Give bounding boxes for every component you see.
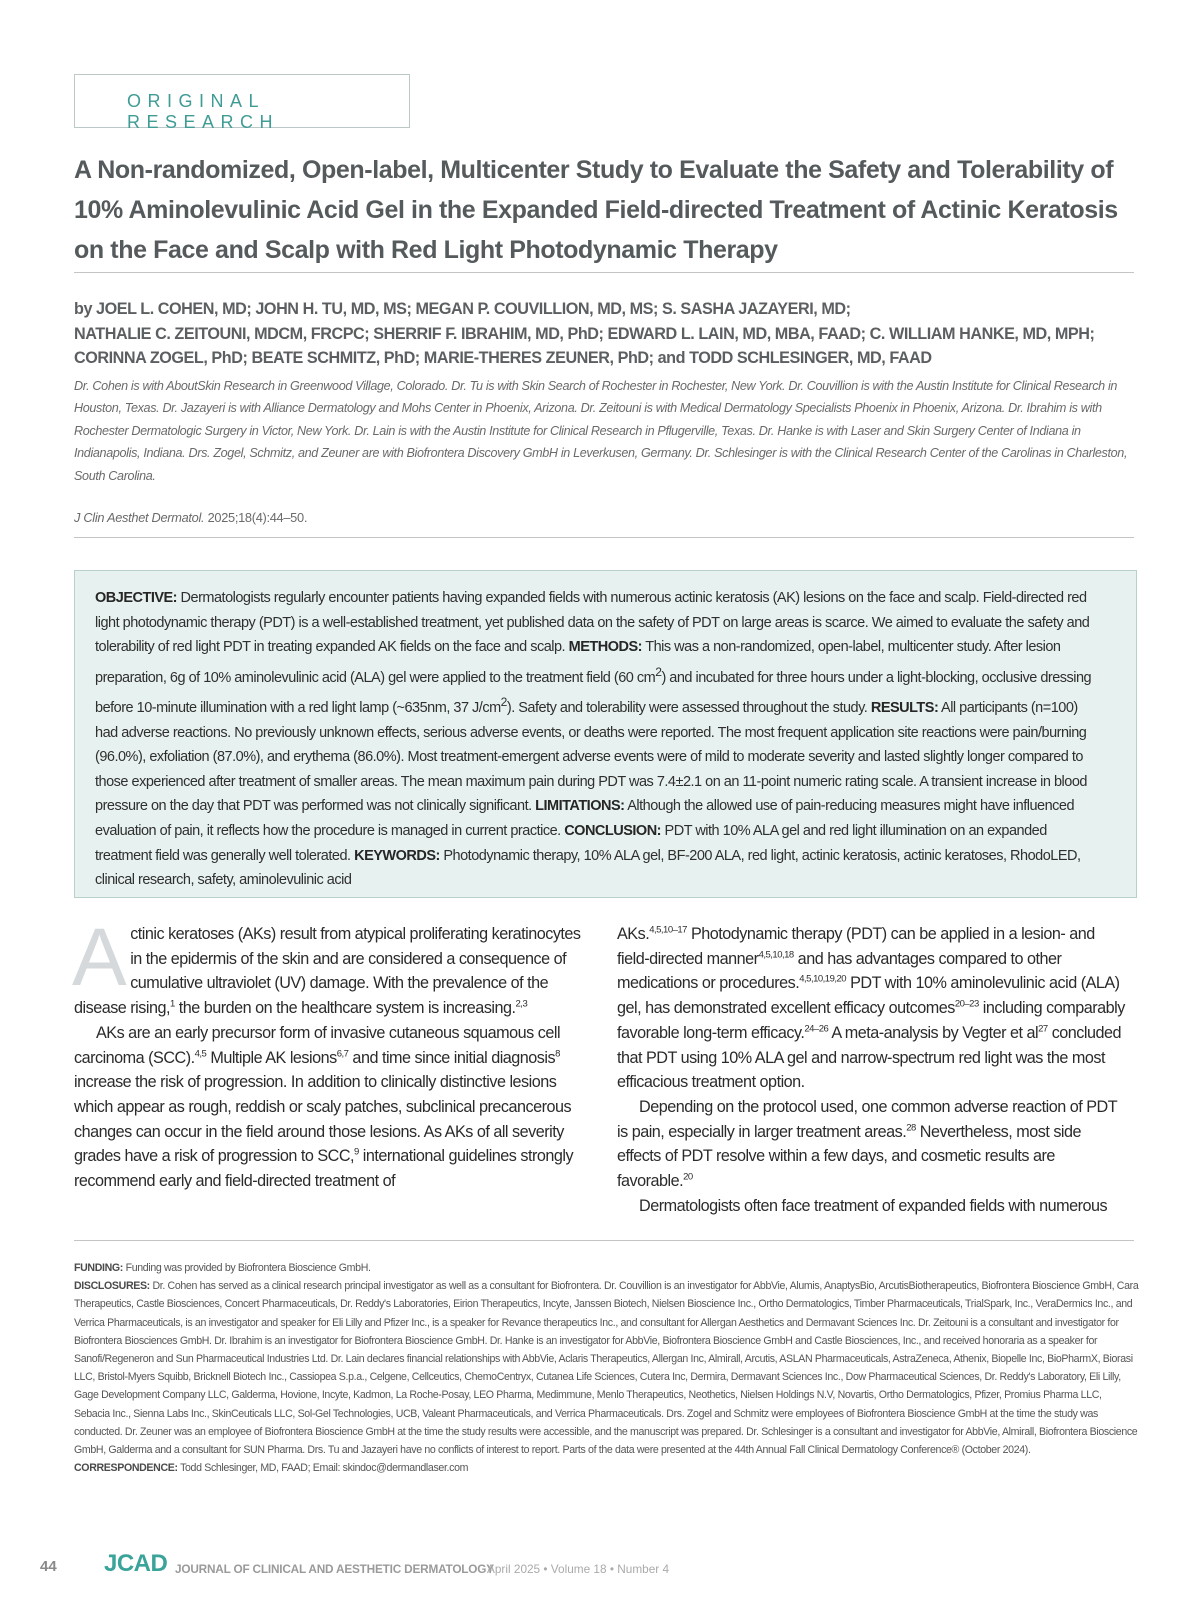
citation-details: 2025;18(4):44–50. [207, 510, 308, 525]
body-text: A meta-analysis by Vegter et al [828, 1023, 1039, 1042]
body-column-left [72, 912, 584, 1194]
abstract-box [74, 570, 1137, 898]
page-number: 44 [40, 1558, 57, 1575]
citation [74, 510, 307, 525]
author-list [74, 297, 1144, 371]
journal-name: JOURNAL OF CLINICAL AND AESTHETIC DERMATOLOGY [175, 1562, 494, 1576]
results-text: All participants (n=100) had adverse reactions. No previously unknown effects, serious adverse events, or deaths were reported. The most frequent application site reactions were pain/burning (96.0%), exfoliation (87.0%), and erythema (86.0%). Most treatment-emergent adverse events were of mild to moderate severity and lasted slightly longer compared to those experienced after treatment of smaller areas. The mean maximum pain during PDT was 7.4±2.1 on an 11-point numeric rating scale. A transient increase in blood pressure on the day that PDT was performed was not clinically significant. [95, 700, 1087, 815]
section-label-box [74, 74, 410, 132]
body-text: including comparably favorable long-term efficacy. [617, 999, 1125, 1042]
body-text: increase the risk of progression. In addition to clinically distinctive lesions which appear as rough, reddish or scaly patches, subclinical precancerous changes can occur in the field around those lesions. As AKs of all severity grades have a risk of progression to SCC, [74, 1073, 572, 1166]
methods-text: ). Safety and tolerability were assessed throughout the study. [506, 700, 868, 717]
body-text: international guidelines strongly recommend early and field-directed treatment of [74, 1147, 574, 1191]
author-line: NATHALIE C. ZEITOUNI, MDCM, FRCPC; SHERRIF F. IBRAHIM, MD, PhD; EDWARD L. LAIN, MD, MBA, FAAD; C. WILLIAM HANKE, MD, MPH; [74, 324, 1095, 343]
reference-superscript: 28 [906, 1122, 916, 1134]
reference-superscript: 1 [169, 998, 175, 1010]
article-title: A Non-randomized, Open-label, Multicenter Study to Evaluate the Safety and Tolerability of 10% Aminolevulinic Acid Gel in the Expanded Field-directed Treatment of Actinic Keratosis on the Face and Scalp with Red Light Photodynamic Therapy [74, 156, 1118, 264]
title-divider [74, 272, 1134, 273]
author-line: CORINNA ZOGEL, PhD; BEATE SCHMITZ, PhD; MARIE-THERES ZEUNER, PhD; and TODD SCHLESINGER, MD, FAAD [74, 349, 932, 367]
reference-superscript: 4,5,10,18 [758, 949, 794, 961]
reference-superscript: 2,3 [515, 998, 528, 1010]
funding-text: Funding was provided by Biofrontera Bioscience GmbH. [125, 1262, 371, 1274]
methods-text: This was a non-randomized, open-label, multicenter study. After lesion preparation, 6g of 10% aminolevulinic acid (ALA) gel were applied to the treatment field (60 cm [95, 639, 1061, 686]
correspondence-note [74, 1459, 1140, 1477]
limitations-text: Although the allowed use of pain-reducing measures might have influenced evaluation of pain, it reflects how the procedure is managed in current practice. [95, 798, 1075, 839]
issue-info: April 2025 • Volume 18 • Number 4 [487, 1562, 670, 1576]
reference-superscript: 8 [555, 1048, 560, 1060]
conclusion-text: PDT with 10% ALA gel and red light illumination on an expanded treatment field was generally well tolerated. [95, 823, 1047, 864]
conclusion-label: CONCLUSION: [564, 823, 662, 839]
funding-note [74, 1259, 1140, 1277]
disclosures-label: DISCLOSURES: [74, 1280, 150, 1293]
body-text: Multiple AK lesions [206, 1048, 337, 1067]
funding-label: FUNDING: [74, 1262, 123, 1274]
abstract-text [95, 586, 1095, 893]
correspondence-text: Todd Schlesinger, MD, FAAD; Email: skindoc@dermandlaser.com [180, 1462, 469, 1475]
reference-superscript: 4,5 [194, 1048, 207, 1060]
journal-logo: JCAD [104, 1550, 168, 1577]
reference-superscript: 24–26 [804, 1023, 829, 1035]
objective-label: OBJECTIVE: [95, 590, 178, 606]
body-text: concluded that PDT using 10% ALA gel and narrow-spectrum red light was the most efficacious treatment option. [617, 1023, 1122, 1092]
author-affiliations: Dr. Cohen is with AboutSkin Research in Greenwood Village, Colorado. Dr. Tu is with Skin Search of Rochester in Rochester, New York. Dr. Couvillion is with the Austin Institute for Clinical Research in Houston, Texas. Dr. Jazayeri is with Alliance Dermatology and Mohs Center in Phoenix, Arizona. Dr. Zeitouni is with Medical Dermatology Specialists Phoenix in Phoenix, Arizona. Dr. Ibrahim is with Rochester Dermatologic Surgery in Victor, New York. Dr. Lain is with the Austin Institute for Clinical Research in Pflugerville, Texas. Dr. Hanke is with Laser and Skin Surgery Center of Indiana in Indianapolis, Indiana. Drs. Zogel, Schmitz, and Zeuner are with Biofrontera Discovery GmbH in Leverkusen, Germany. Dr. Schlesinger is with the Clinical Research Center of the Carolinas in Charleston, South Carolina. [74, 379, 1128, 483]
body-text: Nevertheless, most side effects of PDT resolve within a few days, and cosmetic results are favorable. [617, 1122, 1082, 1191]
reference-superscript: 27 [1038, 1023, 1048, 1035]
body-text: and has advantages compared to other medications or procedures. [617, 949, 1062, 993]
results-label: RESULTS: [870, 700, 939, 717]
reference-superscript: 20–23 [954, 998, 979, 1010]
reference-superscript: 4,5,10–17 [649, 924, 687, 936]
body-paragraph [72, 912, 584, 1021]
section-label: ORIGINAL RESEARCH [127, 91, 280, 132]
disclosures-text: Dr. Cohen has served as a clinical research principal investigator as well as a consultant for Biofrontera. Dr. Couvillion is an investigator for AbbVie, Alumis, AnaptysBio, ArcutisBiotherapeutics, Biofrontera Bioscience GmbH, Cara Therapeutics, Castle Biosciences, Concert Pharmaceuticals, Dr. Reddy's Laboratories, Eirion Therapeutics, Incyte, Janssen Biotech, Nielsen Bioscience Inc., Ortho Dermatologics, Timber Pharmaceuticals, TrialSpark, Inc., VeraDermics Inc., and Verrica Pharmaceuticals, is an investigator and speaker for Eli Lilly and Pfizer Inc., is a speaker for Revance therapeutics Inc., and consultant for Allergan Aesthetics and Dermavant Sciences Inc. Dr. Zeitouni is a consultant and investigator for Biofrontera Biosciences GmbH. Dr. Ibrahim is an investigator for Biofrontera Bioscience GmbH. Dr. Hanke is an investigator for AbbVie, Biofrontera Bioscience GmbH and Castle Biosciences, Inc., and received honoraria as a speaker for Sanofi/Regeneron and Sun Pharmaceutical Industries Ltd. Dr. Lain declares financial relationships with AbbVie, Aclaris Therapeutics, Allergan Inc, Almirall, Arcutis, ASLAN Pharmaceuticals, AstraZeneca, Athenix, Biopelle Inc, BioPharmX, Biorasi LLC, Bristol-Myers Squibb, Bricknell Biotech Inc., Cassiopea S.p.a., Celgene, Cellceutics, ChemoCentryx, Cutanea Life Sciences, Cutera Inc, Dermira, Dermavant Sciences Inc., Dow Pharmaceutical Sciences, Dr. Reddy's Laboratory, Eli Lilly, Gage Development Company LLC, Galderma, Hovione, Incyte, Kadmon, La Roche-Posay, LEO Pharma, Medimmune, Menlo Therapeutics, Neothetics, Nielsen Holdings N.V, Novartis, Ortho Dermatologics, Pfizer, Promius Pharma LLC, Sebacia Inc., Sienna Labs Inc., SkinCeuticals LLC, Sol-Gel Technologies, UCB, Valeant Pharmaceuticals, and Verrica Pharmaceuticals. Drs. Zogel and Schmitz were employees of Biofrontera Bioscience GmbH at the time the study was conducted. Dr. Zeuner was an employee of Biofrontera Bioscience GmbH at the time the study results were accessible, and the manuscript was prepared. Dr. Schlesinger is a consultant and investigator for AbbVie, Almirall, Biofrontera Bioscience GmbH, Galderma and a consultant for SUN Pharma. Drs. Tu and Jazayeri have no conflicts of interest to report. Parts of the data were presented at the 44th Annual Fall Clinical Dermatology Conference® (October 2024). [74, 1280, 1139, 1457]
correspondence-label: CORRESPONDENCE: [74, 1462, 178, 1475]
body-paragraph [617, 922, 1127, 1095]
reference-superscript: 4,5,10,19,20 [799, 974, 847, 986]
body-text: Depending on the protocol used, one common adverse reaction of PDT is pain, especially in larger treatment areas. [617, 1097, 1117, 1141]
disclosures-note [74, 1277, 1140, 1459]
body-text: Photodynamic therapy (PDT) can be applied in a lesion- and field-directed manner [617, 925, 1095, 968]
reference-superscript: 6,7 [336, 1048, 349, 1060]
body-text: ctinic keratoses (AKs) result from atypical proliferating keratinocytes in the epidermis of the skin and are considered a consequence of cumulative ultraviolet (UV) damage. With the prevalence of the disease rising, [74, 925, 581, 1018]
body-paragraph [617, 1095, 1127, 1194]
body-text: and time since initial diagnosis [348, 1048, 556, 1067]
objective-text: Dermatologists regularly encounter patients having expanded fields with numerous actinic keratosis (AK) lesions on the face and scalp. Field-directed red light photodynamic therapy (PDT) is a well-established treatment, yet published data on the safety of PDT on large areas is scarce. We aimed to evaluate the safety and tolerability of red light PDT in treating expanded AK fields on the face and scalp. [95, 590, 1090, 656]
limitations-label: LIMITATIONS: [535, 798, 625, 815]
footnotes-divider [74, 1240, 1134, 1241]
keywords-label: KEYWORDS: [354, 847, 440, 864]
author-line: by JOEL L. COHEN, MD; JOHN H. TU, MD, MS; MEGAN P. COUVILLION, MD, MS; S. SASHA JAZAYERI, MD; [74, 300, 851, 318]
abstract-divider [74, 537, 1134, 538]
drop-cap: A [72, 912, 127, 1003]
reference-superscript: 9 [354, 1146, 359, 1158]
methods-label: METHODS: [568, 639, 642, 656]
citation-journal: J Clin Aesthet Dermatol. [74, 510, 205, 525]
keywords-text: Photodynamic therapy, 10% ALA gel, BF-200 ALA, red light, actinic keratosis, actinic keratoses, RhodoLED, clinical research, safety, aminolevulinic acid [95, 847, 1081, 889]
body-text: AKs are an early precursor form of invasive cutaneous squamous cell carcinoma (SCC). [74, 1023, 561, 1067]
methods-text: ) and incubated for three hours under a light-blocking, occlusive dressing before 10-minute illumination with a red light lamp (~635nm, 37 J/cm [95, 669, 1092, 717]
superscript: 2 [655, 664, 662, 679]
superscript: 2 [500, 695, 507, 710]
footnotes [74, 1259, 1140, 1477]
reference-superscript: 20 [683, 1171, 693, 1183]
body-column-right [617, 922, 1127, 1218]
body-text: PDT with 10% aminolevulinic acid (ALA) gel, has demonstrated excellent efficacy outcomes [617, 974, 1120, 1018]
body-paragraph [74, 1021, 584, 1194]
body-paragraph: Dermatologists often face treatment of expanded fields with numerous [639, 1196, 1108, 1215]
body-text: AKs. [617, 925, 650, 943]
body-text: the burden on the healthcare system is increasing. [174, 999, 516, 1018]
